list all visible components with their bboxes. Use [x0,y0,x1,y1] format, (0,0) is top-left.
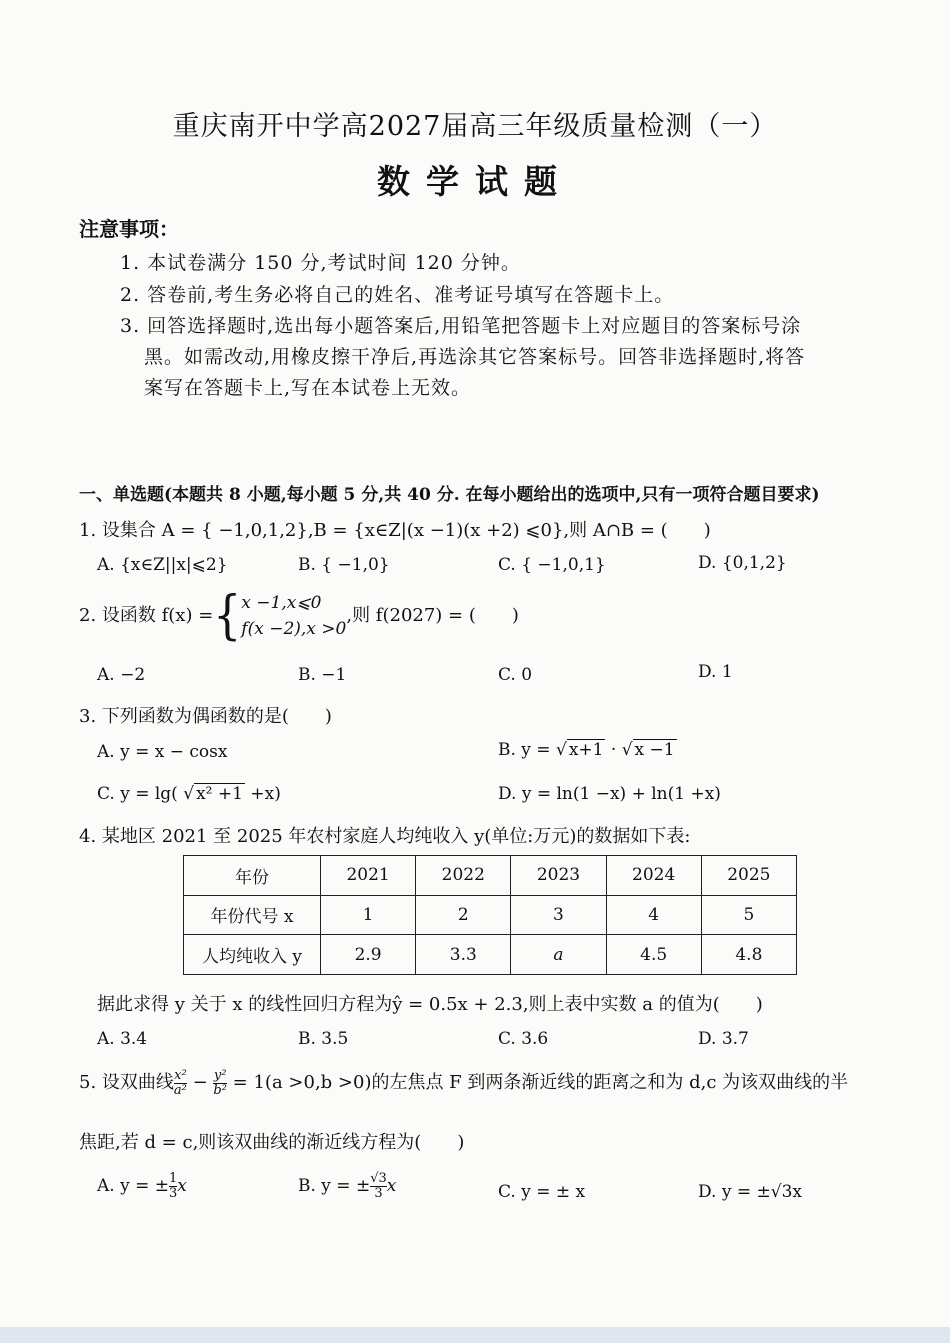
table-cell: 2025 [701,856,796,896]
table-cell: 3.3 [416,935,511,975]
note-item: 案写在答题卡上,写在本试卷上无效。 [144,377,472,399]
q5-minus: − [186,1072,214,1093]
q5-a-den: 3 [168,1186,178,1201]
q2-case-2: f(x −2),x >0 [241,619,347,639]
q5-frac-den: a² [173,1082,187,1098]
table-row [184,895,797,935]
scan-edge-strip [0,1327,950,1343]
exam-title: 重庆南开中学高2027届高三年级质量检测（一） [172,111,778,142]
q1-option-b: B. { −1,0} [298,555,390,575]
q5-option-a [97,1172,187,1201]
q5-a-num: 1 [168,1171,178,1186]
question-1-stem: 1. 设集合 A = { −1,0,1,2},B = {x∈Z|(x −1)(x +2) ⩽0},则 A∩B = ( ) [79,520,711,541]
q5-frac-num: x² [174,1067,187,1083]
q5-option-b [298,1172,396,1201]
table-row [184,935,797,975]
q5-b-prefix: B. y = ± [298,1176,371,1196]
q2-case-1: x −1,x⩽0 [241,593,322,613]
table-cell: 4.8 [701,935,796,975]
table-cell: a [511,935,606,975]
note-item: 2. 答卷前,考生务必将自己的姓名、准考证号填写在答题卡上。 [120,284,675,306]
table-cell: 人均纯收入 y [184,935,321,975]
q5-frac-num: y² [213,1067,227,1083]
q1-option-c: C. { −1,0,1} [498,555,606,575]
q3-b-dot: · [605,740,622,760]
q3-b-prefix: B. y = [498,740,556,760]
table-cell: 2021 [321,856,416,896]
q5-fraction-x [174,1069,187,1098]
table-cell: 5 [701,895,796,935]
q2-option-b: B. −1 [298,665,347,685]
q2-option-d: D. 1 [698,662,733,682]
q3-b-radicand-1: x+1 [568,740,604,760]
table-cell: 2023 [511,856,606,896]
table-cell: 年份 [184,856,321,896]
brace-icon: { [213,584,242,646]
q2-option-a: A. −2 [97,665,146,685]
q4-option-a: A. 3.4 [97,1029,148,1049]
q2-piecewise [241,590,346,642]
note-item: 黑。如需改动,用橡皮擦干净后,再选涂其它答案标号。回答非选择题时,将答 [144,346,806,368]
q4-option-d: D. 3.7 [698,1029,749,1049]
q4-option-c: C. 3.6 [498,1029,549,1049]
q3-option-b: B. y = √ x+1 · √ x −1 [498,740,675,760]
table-cell: 1 [321,895,416,935]
table-cell: 2024 [606,856,701,896]
q1-option-a: A. {x∈Z||x|⩽2} [97,555,228,575]
table-cell: 2 [416,895,511,935]
table-cell: 2.9 [321,935,416,975]
q5-b-num: √3 [370,1171,387,1186]
q3-c-suffix: +x) [244,784,281,804]
table-cell: 4.5 [606,935,701,975]
question-5-line2: 焦距,若 d = c,则该双曲线的渐近线方程为( ) [79,1132,465,1153]
question-4-stem: 4. 某地区 2021 至 2025 年农村家庭人均纯收入 y(单位:万元)的数据如下表: [79,826,691,847]
income-table [183,855,797,975]
question-2-stem [79,584,519,646]
q3-option-a: A. y = x − cosx [97,742,228,762]
notes-heading: 注意事项： [79,217,179,241]
q5-b-fraction [370,1172,387,1201]
q2-option-c: C. 0 [498,665,533,685]
q5-prefix: 5. 设双曲线 [79,1072,174,1093]
q2-prefix: 2. 设函数 f(x) = [79,605,214,626]
q3-b-radicand-2: x −1 [634,740,675,760]
q2-suffix: ,则 f(2027) = ( ) [346,605,519,626]
q3-c-radicand: x² +1 [196,784,243,804]
q1-option-d: D. {0,1,2} [698,553,787,573]
table-cell: 4 [606,895,701,935]
table-cell: 2022 [416,856,511,896]
note-item: 1. 本试卷满分 150 分,考试时间 120 分钟。 [120,252,521,274]
q5-fraction-y [213,1069,227,1098]
exam-subtitle: 数学试题 [377,162,573,201]
table-cell: 年份代号 x [184,895,321,935]
q5-b-den: 3 [370,1186,387,1201]
q5-frac-den: b² [213,1082,227,1098]
question-3-stem: 3. 下列函数为偶函数的是( ) [79,706,332,727]
q4-option-b: B. 3.5 [298,1029,349,1049]
q5-a-var: x [177,1176,187,1196]
section-heading: 一、单选题(本题共 8 小题,每小题 5 分,共 40 分. 在每小题给出的选项中,只有一项符合题目要求) [79,485,820,505]
question-5-stem [79,1068,848,1098]
q4-follow-text: 据此求得 y 关于 x 的线性回归方程为ŷ = 0.5x + 2.3,则上表中实数 a 的值为( ) [97,994,763,1015]
q5-option-d: D. y = ±√3x [698,1182,802,1202]
table-row [184,856,797,896]
table-cell: 3 [511,895,606,935]
q5-b-var: x [386,1176,397,1196]
q3-option-d: D. y = ln(1 −x) + ln(1 +x) [498,784,721,804]
q3-option-c: C. y = lg( √ x² +1 +x) [97,784,281,804]
q5-a-prefix: A. y = ± [97,1176,169,1196]
note-item: 3. 回答选择题时,选出每小题答案后,用铅笔把答题卡上对应题目的答案标号涂 [120,315,802,337]
q3-c-prefix: C. y = lg( [97,784,184,804]
q5-suffix: = 1(a >0,b >0)的左焦点 F 到两条渐近线的距离之和为 d,c 为该双曲线的半 [226,1072,849,1093]
q5-option-c: C. y = ± x [498,1182,586,1202]
